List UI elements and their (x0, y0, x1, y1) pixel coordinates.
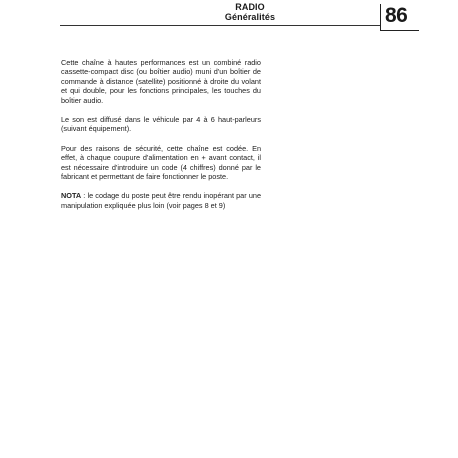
note-label: NOTA (61, 191, 82, 201)
page-header (0, 0, 458, 30)
body-text (61, 58, 261, 220)
paragraph-speakers: Le son est diffusé dans le véhicule par 4 à 6 haut-parleurs (suivant équipement). (61, 115, 261, 134)
paragraph-security-code: Pour des raisons de sécurité, cette chaîne est codée. En effet, à chaque coupure d'alimentation en + avant contact, il est nécessaire d'introduire un code (4 chiffres) donné par le fabricant et permettant de faire fonctionner le poste. (61, 143, 261, 182)
page-number: 86 (385, 4, 408, 27)
note-text: : le codage du poste peut être rendu inopérant par une manipulation expliquée plus loin (voir pages 8 et 9) (61, 191, 261, 210)
paragraph-intro: Cette chaîne à hautes performances est un combiné radio cassette-compact disc (ou boîtier audio) muni d'un boîtier de commande à distance (satellite) positionné à droite du volant et qui double, pour les fonctions principales, les touches du boîtier audio. (61, 58, 261, 105)
header-divider (60, 25, 380, 26)
section-subtitle: Généralités (224, 12, 276, 22)
section-title: RADIO (235, 2, 265, 12)
note-paragraph (61, 191, 261, 210)
section-heading (200, 2, 300, 22)
